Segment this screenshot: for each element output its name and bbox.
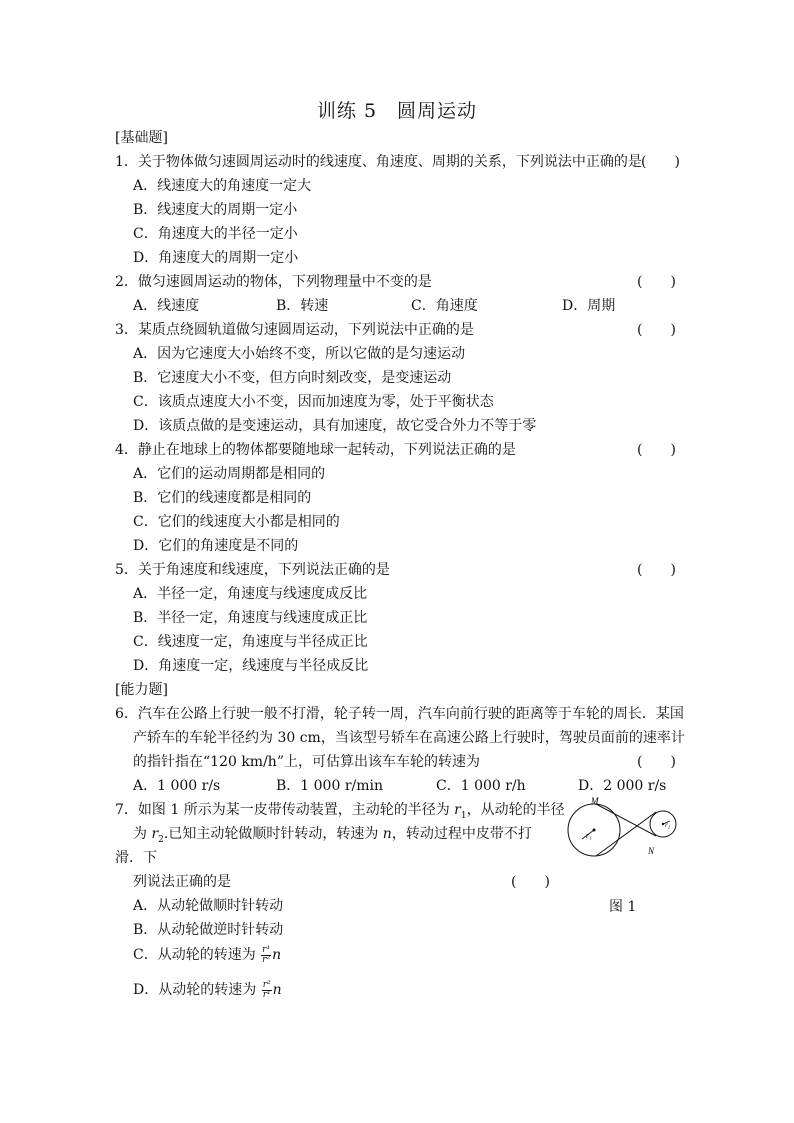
option-d-fraction [262, 981, 272, 1000]
question-3-option-b: B．它速度大小不变，但方向时刻改变，是变速运动 [133, 370, 452, 386]
option-c-fraction [261, 946, 271, 965]
question-6-line-3: 的指针指在“120 km/h”上，可估算出该车车轮的转速为 [133, 754, 480, 770]
question-7-line-3: 滑．下 [115, 850, 157, 866]
question-3-option-a: A．因为它速度大小始终不变，所以它做的是匀速运动 [133, 346, 466, 362]
question-3-option-c: C．该质点速度大小不变，因而加速度为零，处于平衡状态 [133, 394, 494, 410]
question-7-line-2 [133, 825, 532, 849]
label-n: N [648, 846, 655, 856]
question-5-option-b: B．半径一定，角速度与线速度成正比 [133, 610, 368, 626]
question-1-stem: 1．关于物体做匀速圆周运动时的线速度、角速度、周期的关系，下列说法中正确的是 [115, 154, 642, 170]
question-5-option-a: A．半径一定，角速度与线速度成反比 [133, 586, 368, 602]
label-r2: r₂ [665, 821, 671, 829]
question-7-line-4: 列说法正确的是 [133, 874, 231, 890]
option-d-n: n [272, 982, 282, 998]
question-5-stem: 5．关于角速度和线速度，下列说法正确的是 [115, 562, 390, 578]
r1-symbol: r [454, 802, 461, 818]
question-3-answer-blank: ( ) [637, 322, 676, 338]
option-c-n: n [272, 947, 282, 963]
question-2-option-a: A．线速度 [133, 298, 200, 314]
question-4-option-c: C．它们的线速度大小都是相同的 [133, 514, 340, 530]
label-m: M [591, 797, 599, 806]
n-symbol: n [382, 826, 392, 842]
question-7-option-b: B．从动轮做逆时针转动 [133, 922, 284, 938]
question-6-option-a: A．1 000 r/s [133, 778, 221, 794]
option-d-denominator: r¹ [262, 989, 271, 1000]
belt-drive-figure [563, 797, 693, 857]
question-2-option-c: C．角速度 [411, 298, 478, 314]
page-title: 训练 5 圆周运动 [316, 100, 478, 122]
question-3-option-d: D．该质点做的是变速运动，具有加速度，故它受合外力不等于零 [133, 418, 537, 434]
question-7-line-1 [115, 801, 565, 825]
r1-subscript: 1 [460, 810, 467, 821]
question-7-line-2a: 为 [133, 826, 152, 842]
question-4-stem: 4．静止在地球上的物体都要随地球一起转动，下列说法正确的是 [115, 442, 516, 458]
question-3-stem: 3．某质点绕圆轨道做匀速圆周运动，下列说法中正确的是 [115, 322, 474, 338]
question-5-option-c: C．线速度一定，角速度与半径成正比 [133, 634, 368, 650]
belt-lower [596, 812, 656, 856]
question-7-option-d-text: D．从动轮的转速为 [133, 982, 257, 998]
question-7-line-1a: 7．如图 1 所示为某一皮带传动装置，主动轮的半径为 [115, 802, 455, 818]
option-c-numerator: r¹ [262, 944, 271, 955]
option-c-denominator: r² [262, 954, 271, 965]
question-1-option-a: A．线速度大的角速度一定大 [133, 178, 312, 194]
question-7-line-2b: .已知主动轮做顺时针转动，转速为 [163, 826, 383, 842]
question-2-option-b: B．转速 [276, 298, 329, 314]
question-7-option-c [133, 941, 281, 969]
question-5-answer-blank: ( ) [637, 562, 676, 578]
question-2-stem: 2．做匀速圆周运动的物体，下列物理量中不变的是 [115, 274, 432, 290]
question-6-line-1: 6．汽车在公路上行驶一般不打滑，轮子转一周，汽车向前行驶的距离等于车轮的周长．某国 [115, 706, 684, 722]
question-6-option-c: C．1 000 r/h [436, 778, 526, 794]
question-7-answer-blank: ( ) [511, 874, 550, 890]
question-2-answer-blank: ( ) [637, 274, 676, 290]
question-4-option-a: A．它们的运动周期都是相同的 [133, 466, 326, 482]
question-2-option-d: D．周期 [562, 298, 616, 314]
figure-1-caption: 图 1 [609, 899, 637, 915]
question-7-option-c-text: C．从动轮的转速为 [133, 947, 256, 963]
question-6-line-2: 产轿车的车轮半径约为 30 cm，当该型号轿车在高速公路上行驶时，驾驶员面前的速率计 [133, 730, 685, 746]
section-basic: [基础题] [115, 130, 168, 146]
r2-subscript: 2 [158, 834, 164, 845]
label-r1: r₁ [586, 831, 592, 840]
question-5-option-d: D．角速度一定，线速度与半径成反比 [133, 658, 369, 674]
question-7-option-d [133, 976, 282, 1004]
question-1-option-c: C．角速度大的半径一定小 [133, 226, 298, 242]
question-4-option-b: B．它们的线速度都是相同的 [133, 490, 312, 506]
question-7-option-a: A．从动轮做顺时针转动 [133, 898, 284, 914]
question-1-answer-blank: ( ) [641, 154, 680, 170]
question-1-option-d: D．角速度大的周期一定小 [133, 250, 299, 266]
question-1-option-b: B．线速度大的周期一定小 [133, 202, 298, 218]
question-7-line-1b: ，从动轮的半径 [466, 802, 565, 818]
question-4-option-d: D．它们的角速度是不同的 [133, 538, 299, 554]
question-6-option-b: B．1 000 r/min [276, 778, 383, 794]
r2-symbol: r [151, 826, 159, 842]
question-4-answer-blank: ( ) [637, 442, 676, 458]
question-7-line-2c: ，转动过程中皮带不打 [391, 826, 532, 842]
question-6-option-d: D．2 000 r/s [578, 778, 667, 794]
option-d-numerator: r² [262, 979, 271, 990]
belt-upper [596, 804, 656, 836]
question-6-answer-blank: ( ) [637, 754, 676, 770]
section-ability: [能力题] [115, 682, 168, 698]
